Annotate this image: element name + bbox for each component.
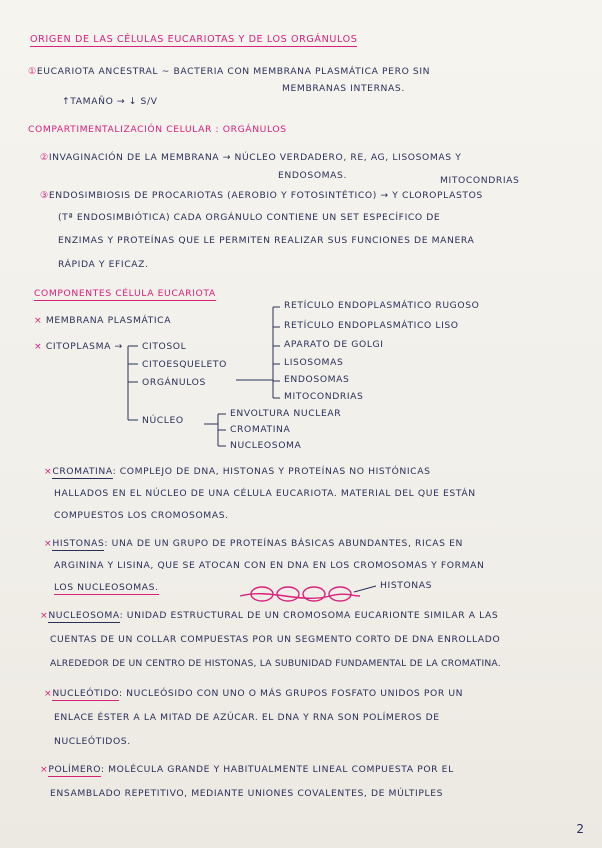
components-heading-text: COMPONENTES CÉLULA EUCARIOTA <box>34 288 216 299</box>
org-item: RETÍCULO ENDOPLASMÁTICO LISO <box>284 320 459 331</box>
size-ratio-note: ↑TAMAÑO → ↓ S/V <box>62 96 158 107</box>
term: CROMATINA <box>52 466 113 477</box>
section-1-continuation: MEMBRANAS INTERNAS. <box>282 83 405 94</box>
tree-organelles: ORGÁNULOS <box>142 377 206 388</box>
page-number: 2 <box>576 822 584 836</box>
org-item: RETÍCULO ENDOPLASMÁTICO RUGOSO <box>284 300 480 311</box>
section-2-text: INVAGINACIÓN DE LA MEMBRANA → NÚCLEO VERDADERO, RE, AG, LISOSOMAS Y <box>48 152 462 163</box>
def-line: ENSAMBLADO REPETITIVO, MEDIANTE UNIONES COVALENTES, DE MÚLTIPLES <box>50 788 444 799</box>
def-line: NUCLEÓTIDOS. <box>54 736 131 747</box>
section-3-line-4: RÁPIDA Y EFICAZ. <box>58 259 149 270</box>
x-mark-icon: × <box>34 341 43 352</box>
def-nucleosoma <box>40 610 498 621</box>
section-1-number: ① <box>28 66 37 77</box>
section-3-line-3: ENZIMAS Y PROTEÍNAS QUE LE PERMITEN REALIZAR SUS FUNCIONES DE MANERA <box>58 235 475 246</box>
x-mark-icon: × <box>44 538 53 549</box>
def-line: CUENTAS DE UN COLLAR COMPUESTAS POR UN SEGMENTO CORTO DE DNA ENROLLADO <box>50 634 501 645</box>
mitochondria-label: MITOCONDRIAS <box>440 175 520 186</box>
compartmentalization-line: COMPARTIMENTALIZACIÓN CELULAR : ORGÁNULOS <box>28 124 287 135</box>
nuc-item: ENVOLTURA NUCLEAR <box>230 408 342 419</box>
def-line: COMPUESTOS LOS CROMOSOMAS. <box>54 510 229 521</box>
def-text: : COMPLEJO DE DNA, HISTONAS Y PROTEÍNAS NO HISTÓNICAS <box>112 466 431 477</box>
x-mark-icon: × <box>40 610 49 621</box>
term: POLÍMERO <box>48 764 101 775</box>
def-text: LOS NUCLEOSOMAS. <box>54 582 159 593</box>
membrane-label: MEMBRANA PLASMÁTICA <box>45 315 172 326</box>
section-1-text: EUCARIOTA ANCESTRAL ~ BACTERIA CON MEMBRANA PLASMÁTICA PERO SIN <box>36 66 431 77</box>
tree-cytoskeleton: CITOESQUELETO <box>142 359 227 370</box>
section-3-line-2: (Tª ENDOSIMBIÓTICA) CADA ORGÁNULO CONTIENE UN SET ESPECÍFICO DE <box>58 212 441 223</box>
x-mark-icon: × <box>40 764 49 775</box>
section-2-continuation: ENDOSOMAS. <box>278 170 348 181</box>
term: NUCLEOSOMA <box>48 610 120 621</box>
title-text: ORIGEN DE LAS CÉLULAS EUCARIOTAS Y DE LOS ORGÁNULOS <box>30 34 358 45</box>
org-item: MITOCONDRIAS <box>284 391 364 402</box>
def-nucleotido <box>44 688 463 699</box>
nuc-item: CROMATINA <box>230 424 291 435</box>
org-item: ENDOSOMAS <box>284 374 350 385</box>
x-mark-icon: × <box>44 688 53 699</box>
section-3-text: ENDOSIMBIOSIS DE PROCARIOTAS (AEROBIO Y FOTOSINTÉTICO) → Y CLOROPLASTOS <box>48 190 483 201</box>
section-2-number: ② <box>40 152 49 163</box>
def-text: : UNA DE UN GRUPO DE PROTEÍNAS BÁSICAS ABUNDANTES, RICAS EN <box>104 538 464 549</box>
def-line: HALLADOS EN EL NÚCLEO DE UNA CÉLULA EUCARIOTA. MATERIAL DEL QUE ESTÁN <box>54 488 476 499</box>
term: NUCLEÓTIDO <box>52 688 119 699</box>
def-text: : UNIDAD ESTRUCTURAL DE UN CROMOSOMA EUCARIONTE SIMILAR A LAS <box>119 610 499 621</box>
def-text: : NUCLEÓSIDO CON UNO O MÁS GRUPOS FOSFATO UNIDOS POR UN <box>118 688 464 699</box>
def-text: : MOLÉCULA GRANDE Y HABITUALMENTE LINEAL COMPUESTA POR EL <box>100 764 454 775</box>
term: HISTONAS <box>52 538 105 549</box>
cytoplasm-label: CITOPLASMA <box>45 341 112 352</box>
def-polimero <box>40 764 454 775</box>
x-mark-icon: × <box>44 466 53 477</box>
tree-nucleus: NÚCLEO <box>142 415 184 426</box>
tree-cytosol: CITOSOL <box>142 341 187 352</box>
arrow-icon: → <box>114 341 123 352</box>
def-line: ENLACE ÉSTER A LA MITAD DE AZÚCAR. EL DNA Y RNA SON POLÍMEROS DE <box>54 712 440 723</box>
def-line: ARGININA Y LISINA, QUE SE ATOCAN CON EN DNA EN LOS CROMOSOMAS Y FORMAN <box>54 560 485 571</box>
org-item: LISOSOMAS <box>284 357 344 368</box>
def-line: ALREDEDOR DE UN CENTRO DE HISTONAS, LA SUBUNIDAD FUNDAMENTAL DE LA CROMATINA. <box>50 658 501 669</box>
org-item: APARATO DE GOLGI <box>284 339 384 350</box>
section-3-number: ③ <box>40 190 49 201</box>
nuc-item: NUCLEOSOMA <box>230 440 302 451</box>
x-mark-icon: × <box>34 315 43 326</box>
histonas-label: HISTONAS <box>380 580 433 591</box>
